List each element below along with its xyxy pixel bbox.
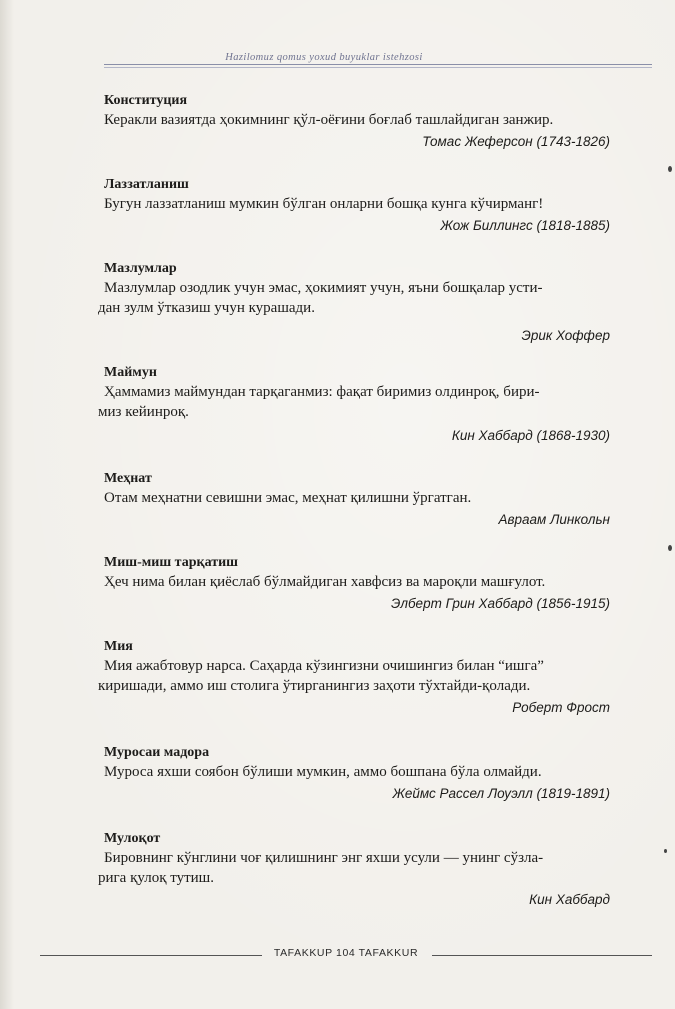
entry-mish-mish [104,554,610,614]
page-footer [40,946,652,964]
entry-title: Меҳнат [104,471,152,486]
entry-text-line: Ҳаммамиз маймундан тарқаганмиз: фақат биримиз олдинроқ, бири- [104,384,540,400]
entry-konstitutsiya [104,92,610,152]
entry-author: Роберт Фрост [512,700,610,715]
entry-mazlumlar [98,260,610,346]
paper-speck [664,849,667,853]
entry-mehnat [104,470,610,530]
running-header: Hazilomuz qomus yoxud buyuklar istehzosi [225,52,423,63]
entry-text-line: Мия ажабтовур нарса. Саҳарда кўзингизни очишингиз билан “ишга” [104,658,544,674]
entry-text-line: Бугун лаззатланиш мумкин бўлган онларни бошқа кунга кўчирманг! [104,196,544,212]
entry-title: Конституция [104,93,188,108]
entry-title: Мия [104,639,133,654]
entry-author: Кин Хаббард (1868-1930) [451,428,610,443]
page-binding-edge [0,0,14,1009]
entry-text-line: Бировнинг кўнглини чоғ қилишнинг энг яхши усули — унинг сўзла- [104,850,544,866]
header-rule-bottom [104,67,652,68]
entry-lazzatlanish [104,176,610,236]
entry-text-line: миз кейинроқ. [98,404,189,420]
entry-text-line: Муроса яхши соябон бўлиши мумкин, аммо бошпана бўла олмайди. [104,764,542,780]
entry-author: Жеймс Рассел Лоуэлл (1819-1891) [392,786,610,801]
paper-speck [668,545,672,551]
entry-author: Элберт Грин Хаббард (1856-1915) [390,596,610,611]
entry-text-line: Отам меҳнатни севишни эмас, меҳнат қилишни ўргатган. [104,490,472,506]
entry-author: Эрик Хоффер [521,328,610,343]
entry-author: Жож Биллингс (1818-1885) [440,218,610,233]
entry-text-line: Мазлумлар озодлик учун эмас, ҳокимият учун, яъни бошқалар усти- [104,280,543,296]
entry-title: Мазлумлар [104,261,177,276]
entry-murosai-madora [104,744,610,804]
entry-text-line: Ҳеч нима билан қиёслаб бўлмайдиган хавфсиз ва мароқли машғулот. [104,574,546,590]
paper-speck [668,166,672,172]
entry-text-line: рига қулоқ тутиш. [98,870,214,886]
entry-maymun [98,364,610,446]
page-number-label: TAFAKKUP 104 TAFAKKUR [273,947,419,959]
header-rule-top [104,64,652,65]
entry-text-line: дан зулм ўтказиш учун курашади. [98,300,315,316]
entry-title: Миш-миш тарқатиш [104,555,238,570]
entry-text-line: киришади, аммо иш столига ўтирганингиз заҳоти тўхтайди-қолади. [98,678,531,694]
entry-title: Лаззатланиш [104,177,189,192]
entry-author: Кин Хаббард [529,892,610,907]
entry-text-line: Керакли вазиятда ҳокимнинг қўл-оёғини боғлаб ташлайдиган занжир. [104,112,554,128]
entry-muloqot [98,830,610,910]
entry-title: Мулоқот [104,831,161,846]
entry-title: Маймун [104,365,157,380]
entry-author: Томас Жеферсон (1743-1826) [422,134,610,149]
entry-miya [98,638,610,718]
entry-author: Авраам Линкольн [498,512,610,527]
entry-title: Муросаи мадора [104,745,210,760]
